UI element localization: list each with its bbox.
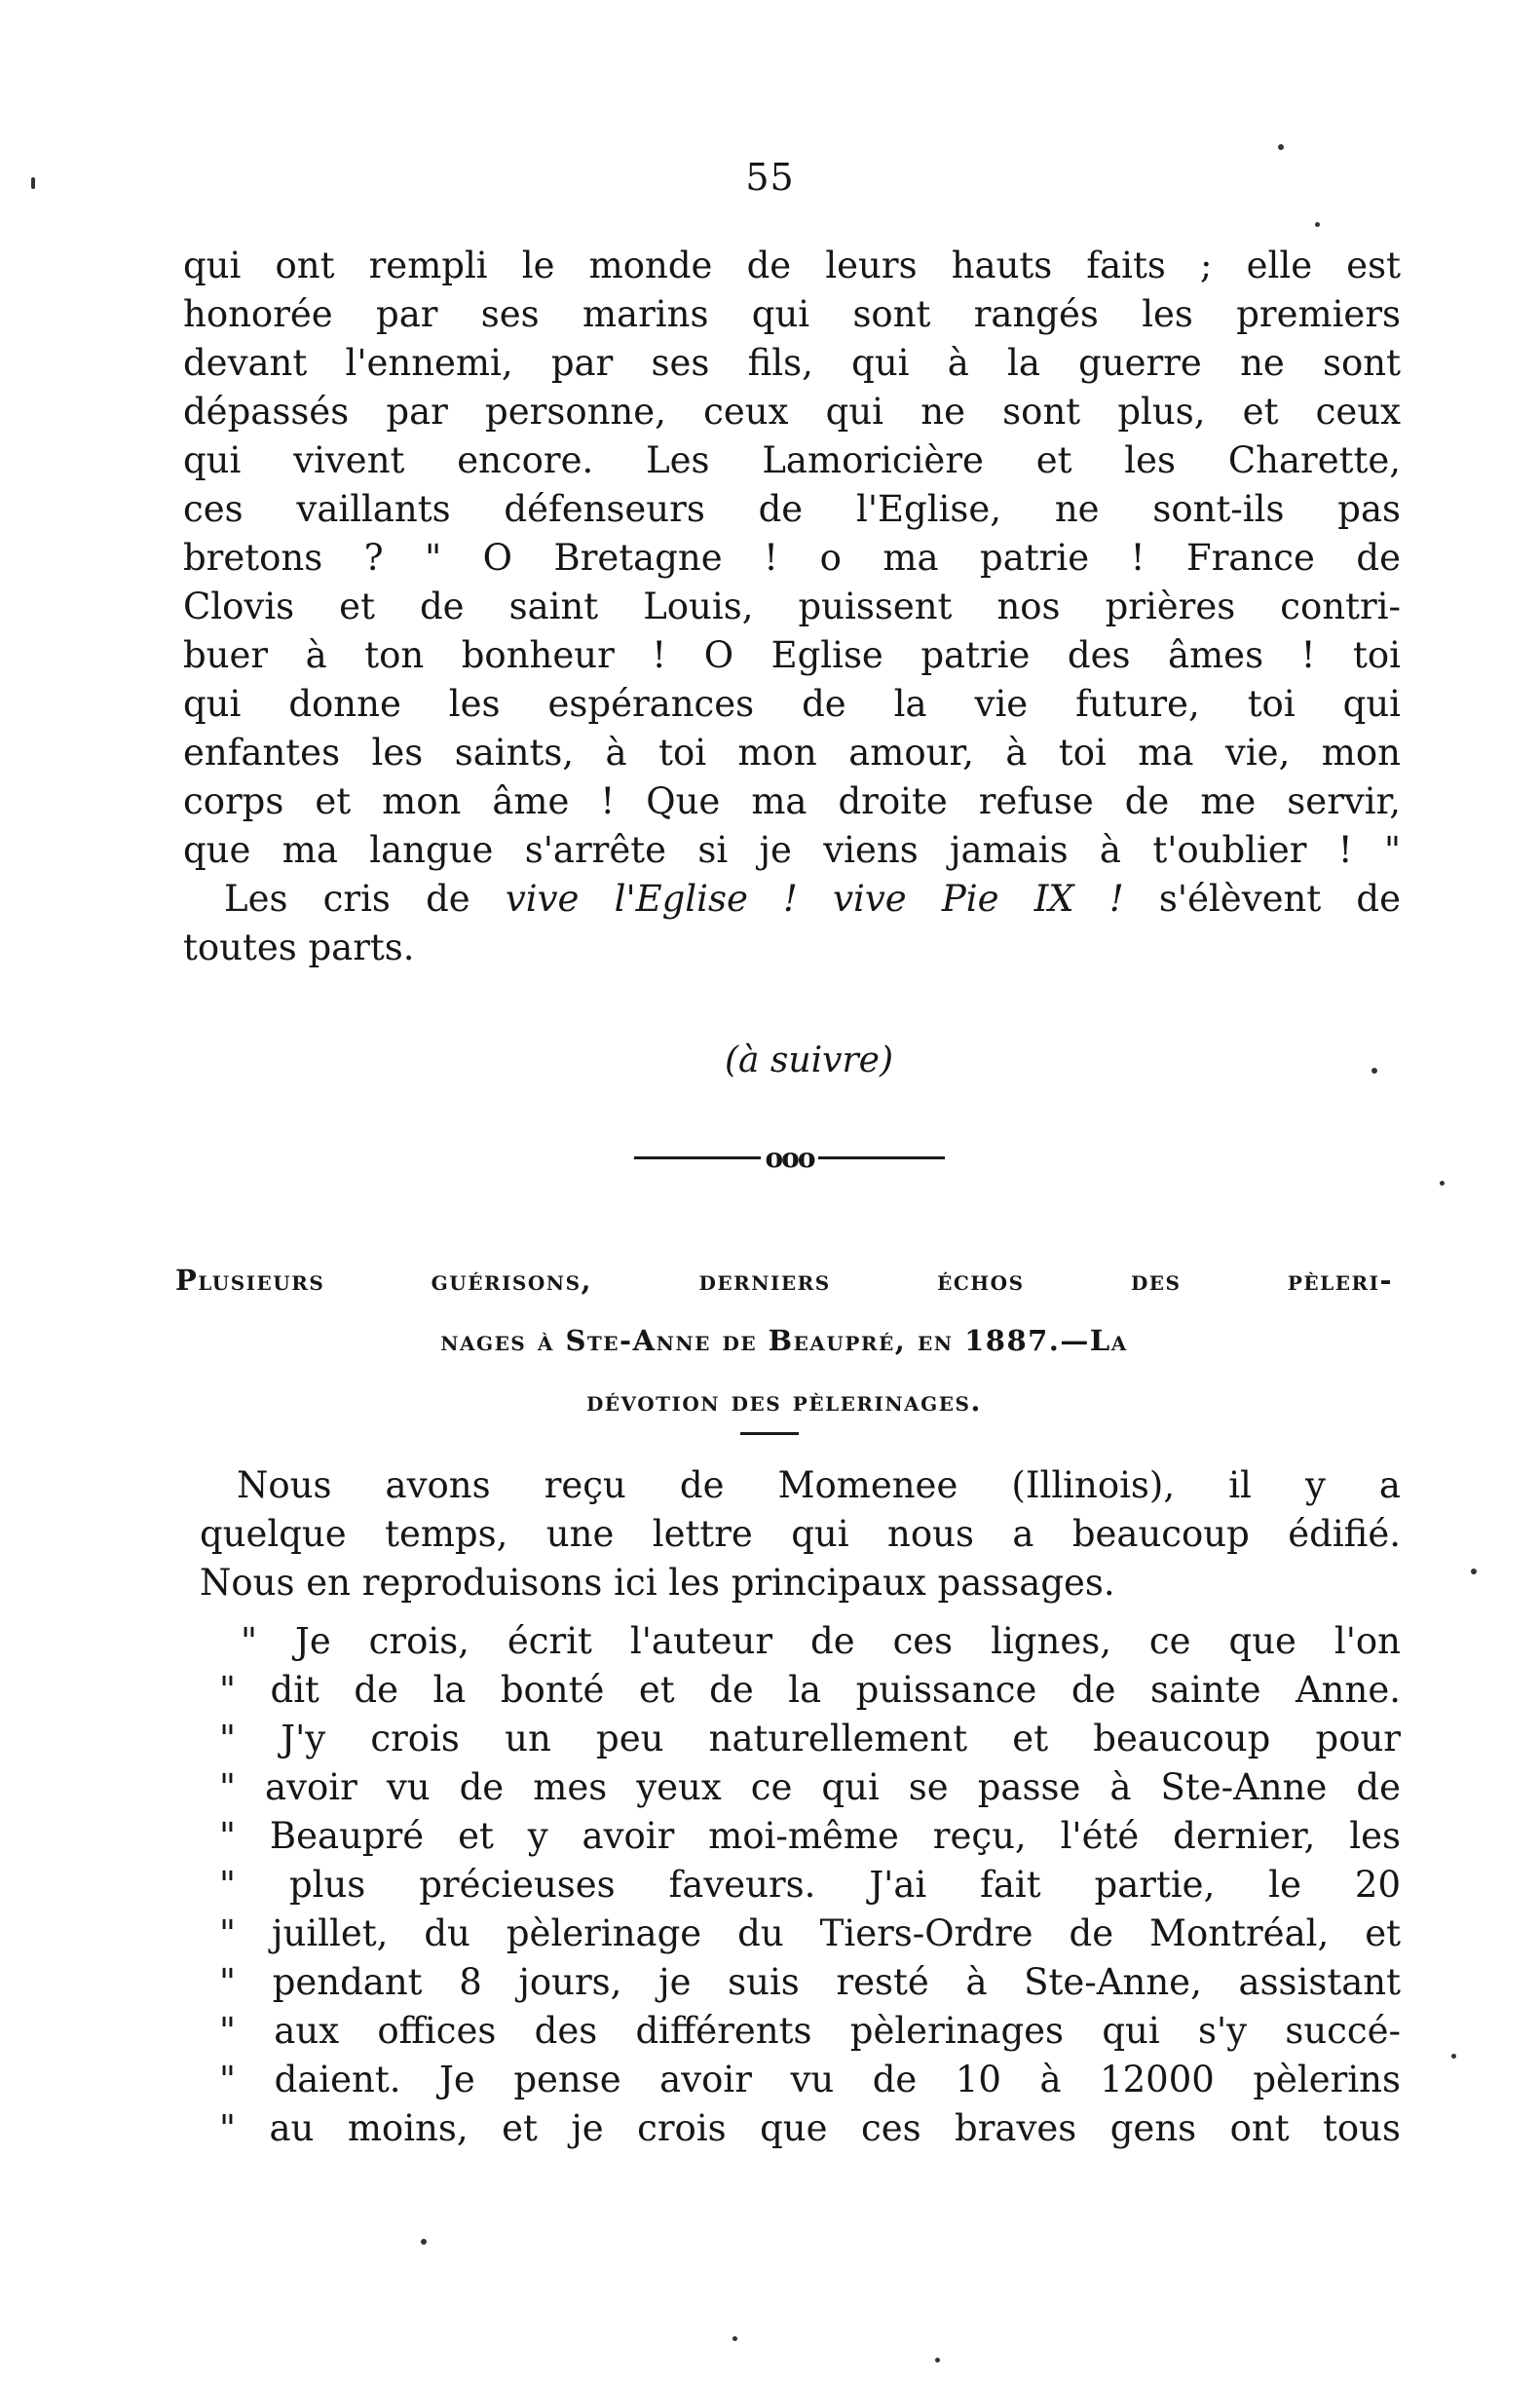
text-line: corps et mon âme ! Que ma droite refuse de me servir,: [183, 780, 1401, 822]
scan-speck: [421, 2239, 427, 2245]
text-line: Clovis et de saint Louis, puissent nos prières contri-: [183, 586, 1401, 627]
quote-line: " avoir vu de mes yeux ce qui se passe à Ste-Anne de: [219, 1766, 1401, 1808]
scan-speck: [1278, 144, 1284, 150]
scan-speck: [1451, 2054, 1456, 2059]
text-line: bretons ? " O Bretagne ! o ma patrie ! France de: [183, 537, 1401, 579]
quote-line: " au moins, et je crois que ces braves gens ont tous: [219, 2107, 1401, 2149]
section-heading: [175, 1250, 1393, 1431]
separator-mark: ooo: [765, 1142, 814, 1174]
separator-rule-right: [818, 1156, 945, 1159]
quote-line: " daient. Je pense avoir vu de 10 à 12000 pèlerins: [219, 2059, 1401, 2100]
scan-speck: [732, 2336, 737, 2341]
quote-line: " aux offices des différents pèlerinages qui s'y succé-: [219, 2010, 1401, 2052]
text-line: Nous avons reçu de Momenee (Illinois), il y a: [237, 1464, 1401, 1506]
text-line: honorée par ses marins qui sont rangés les premiers: [183, 293, 1401, 335]
quote-line: " Je crois, écrit l'auteur de ces lignes, ce que l'on: [241, 1620, 1401, 1662]
text-line: Nous en reproduisons ici les principaux passages.: [200, 1562, 1115, 1604]
text-line: buer à ton bonheur ! O Eglise patrie des âmes ! toi: [183, 634, 1401, 676]
heading-line: dévotion des pèlerinages.: [585, 1384, 983, 1418]
text-line: que ma langue s'arrête si je viens jamais à t'oublier ! ": [183, 829, 1401, 871]
text-line: enfantes les saints, à toi mon amour, à toi ma vie, mon: [183, 732, 1401, 774]
quote-line: " juillet, du pèlerinage du Tiers-Ordre de Montréal, et: [219, 1912, 1401, 1954]
scan-speck: [1371, 1068, 1377, 1074]
quote-line: " J'y crois un peu naturellement et beaucoup pour: [219, 1718, 1401, 1759]
paragraph-continued: [183, 242, 1401, 972]
heading-line: Plusieurs guérisons, derniers échos des pèleri-: [175, 1264, 1393, 1297]
text-line: qui ont rempli le monde de leurs hauts faits ; elle est: [183, 245, 1401, 286]
text-run: s'élèvent de: [1123, 878, 1401, 920]
scan-speck: [1471, 1569, 1477, 1574]
scan-speck: [1440, 1181, 1445, 1186]
to-be-continued: (à suivre): [724, 1040, 894, 1080]
quote-line: " dit de la bonté et de la puissance de sainte Anne.: [219, 1669, 1401, 1711]
text-line: qui donne les espérances de la vie future, toi qui: [183, 683, 1401, 725]
text-line: devant l'ennemi, par ses fils, qui à la guerre ne sont: [183, 342, 1401, 384]
letter-quote: [219, 1617, 1401, 2153]
heading-line: nages à Ste-Anne de Beaupré, en 1887.—La: [440, 1324, 1128, 1357]
page-number: 55: [745, 156, 795, 199]
paragraph-intro: [200, 1461, 1401, 1608]
text-line: qui vivent encore. Les Lamoricière et les Charette,: [183, 439, 1401, 481]
text-line: ces vaillants défenseurs de l'Eglise, ne sont-ils pas: [183, 488, 1401, 530]
quote-line: " plus précieuses faveurs. J'ai fait partie, le 20: [219, 1864, 1401, 1906]
text-line: toutes parts.: [183, 927, 415, 968]
scan-speck: [1315, 222, 1320, 227]
scan-speck: [31, 177, 35, 189]
text-line-cries: [183, 875, 1401, 924]
italic-acclamation: vive l'Eglise ! vive Pie IX !: [505, 878, 1124, 920]
section-separator: [0, 1142, 1540, 1174]
heading-rule: [740, 1432, 799, 1435]
separator-rule-left: [634, 1156, 761, 1159]
text-line: dépassés par personne, ceux qui ne sont plus, et ceux: [183, 391, 1401, 433]
quote-line: " Beaupré et y avoir moi-même reçu, l'été dernier, les: [219, 1815, 1401, 1857]
quote-line: " pendant 8 jours, je suis resté à Ste-Anne, assistant: [219, 1961, 1401, 2003]
scan-speck: [935, 2358, 940, 2363]
text-line: quelque temps, une lettre qui nous a beaucoup édifié.: [200, 1513, 1401, 1555]
text-run: Les cris de: [224, 878, 506, 920]
